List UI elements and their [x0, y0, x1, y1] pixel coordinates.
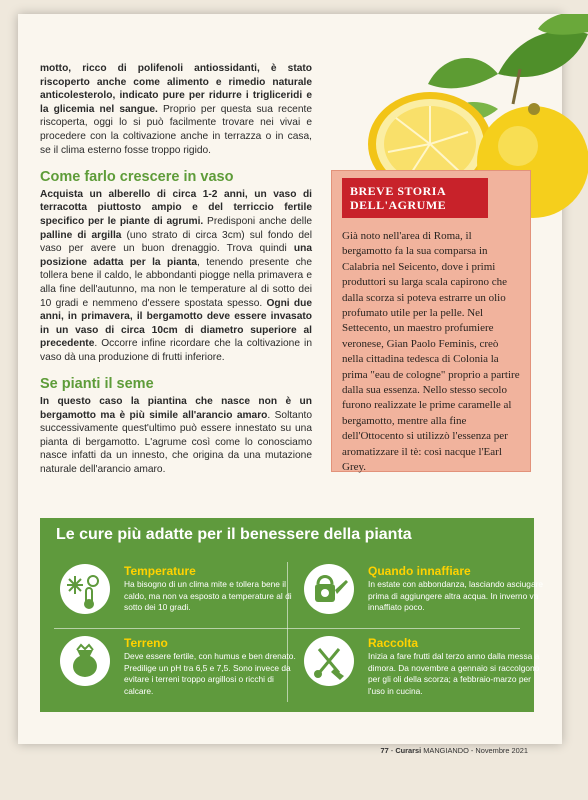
sidebar-text: Già noto nell'area di Roma, il bergamotto fa la sua comparsa in Calabria nel Seicento, dove i primi produttori su larga scala capirono che dalla scorza si poteva estrarre un olio profumato utile per la pelle. Nel Settecento, un maestro profumiere veronese, Gian Paolo Feminis, creò nella cittadina tedesca di Colonia la prima "eau de cologne" proprio a partire dalla sua essenza. Nello stesso secolo furono realizzate le prime caramelle al bergamotto, mentre alla fine dell'Ottocento si utilizzò l'essenza per aromatizzare il tè: così nacque l'Earl Grey. [342, 230, 520, 474]
issue-date: - Novembre 2021 [468, 746, 528, 755]
care-text: Ha bisogno di un clima mite e tollera bene il caldo, ma non va esposto a temperature al di sotto dei 10 gradi. [124, 579, 292, 613]
page-number: 77 [380, 746, 389, 755]
bold-text-run: motto, ricco di polifenoli antiossidanti, è stato riscoperto anche come alimento e rimedio naturale anticolesterolo, indicato pure per ridurre i trigliceridi e la glicemia nel sangue. [40, 63, 312, 115]
rich-span [40, 189, 312, 363]
rich-span [40, 63, 312, 156]
care-name: Raccolta [368, 636, 419, 650]
history-sidebar [331, 170, 531, 472]
magazine-sub: MANGIANDO [421, 746, 469, 755]
section-paragraph-pot [40, 188, 312, 365]
text-run: . Soltanto successivamente quest'ultimo può essere innestato su una pianta di bergamotto. L'agrume così come lo conosciamo nasce infatti da un innesto, che origina da una mutazione naturale dell'arancio amaro. [40, 409, 312, 476]
snowflake-sun-thermometer-icon [60, 564, 110, 614]
care-item-soil [60, 636, 300, 700]
intro-paragraph [40, 62, 312, 157]
care-name: Quando innaffiare [368, 564, 471, 578]
care-box [40, 518, 544, 712]
bold-text-run: palline di argilla [40, 229, 122, 241]
garden-tools-icon [304, 636, 354, 686]
care-item-watering [304, 564, 544, 628]
soil-sack-icon [60, 636, 110, 686]
care-item-harvest [304, 636, 544, 700]
sidebar-title: BREVE STORIA DELL'AGRUME [342, 178, 488, 218]
section-title-pot: Come farlo crescere in vaso [40, 169, 234, 186]
care-text: Deve essere fertile, con humus e ben drenato. Predilige un pH tra 6,5 e 7,5. Sono invece da evitare i terreni troppo argillosi o ricchi di calcare. [124, 651, 296, 696]
care-text: In estate con abbondanza, lasciando asciugare prima di aggiungere altra acqua. In inverno va innaffiato poco. [368, 579, 544, 613]
watering-can-icon [304, 564, 354, 614]
text-run: (uno strato di circa 3cm) sul fondo del vaso per avere un buon drenaggio. Trova quindi [40, 229, 312, 255]
text-run: . Occorre infine ricordare che la coltivazione in vaso dà una produzione di frutti inferiore. [40, 338, 312, 363]
care-name: Terreno [124, 636, 168, 650]
bold-text-run: una posizione adatta per la pianta [40, 243, 312, 268]
rich-span [40, 396, 312, 475]
care-item-temperature [60, 564, 300, 628]
care-box-title: Le cure più adatte per il benessere della pianta [56, 526, 412, 543]
article-text [40, 62, 312, 477]
bold-text-run: Acquista un alberello di circa 1-2 anni, un vaso di terracotta piuttosto ampio e del terriccio fertile specifico per le piante di agrumi. [40, 188, 312, 227]
page-footer [381, 746, 529, 755]
section-paragraph-seed [40, 395, 312, 477]
bold-text-run: Ogni due anni, in primavera, il bergamotto deve essere invasato in un vaso di circa 10cm di diametro superiore al precedente [40, 297, 312, 350]
bold-text-run: In questo caso la piantina che nasce non è un bergamotto ma è più simile all'arancio amaro [40, 396, 312, 421]
text-run: Proprio per questa sua recente riscoperta, oggi lo si può facilmente trovare nei vivai e procedere con la coltivazione anche in terrazza o in casa, se il clima esterno fosse troppo rigido. [40, 103, 312, 156]
care-text: Inizia a fare frutti dal terzo anno dalla messa a dimora. Da novembre a gennaio si raccolgono per gli oli della scorza; a febbraio-marzo per l'uso in cucina. [368, 651, 540, 696]
divider-horizontal [54, 628, 520, 629]
text-run: , tenendo presente che tollera bene il caldo, le abbondanti piogge nella primavera e alla fine dell'autunno, ma non le temperature al di sotto dei 10 gradi e nemmeno d'essere spostata spesso. [40, 256, 313, 309]
footer-separator: - [388, 746, 396, 755]
text-run: Predisponi anche delle [203, 215, 312, 227]
care-name: Temperature [124, 564, 196, 578]
section-title-seed: Se pianti il seme [40, 376, 154, 393]
magazine-name: Curarsi [395, 746, 422, 755]
